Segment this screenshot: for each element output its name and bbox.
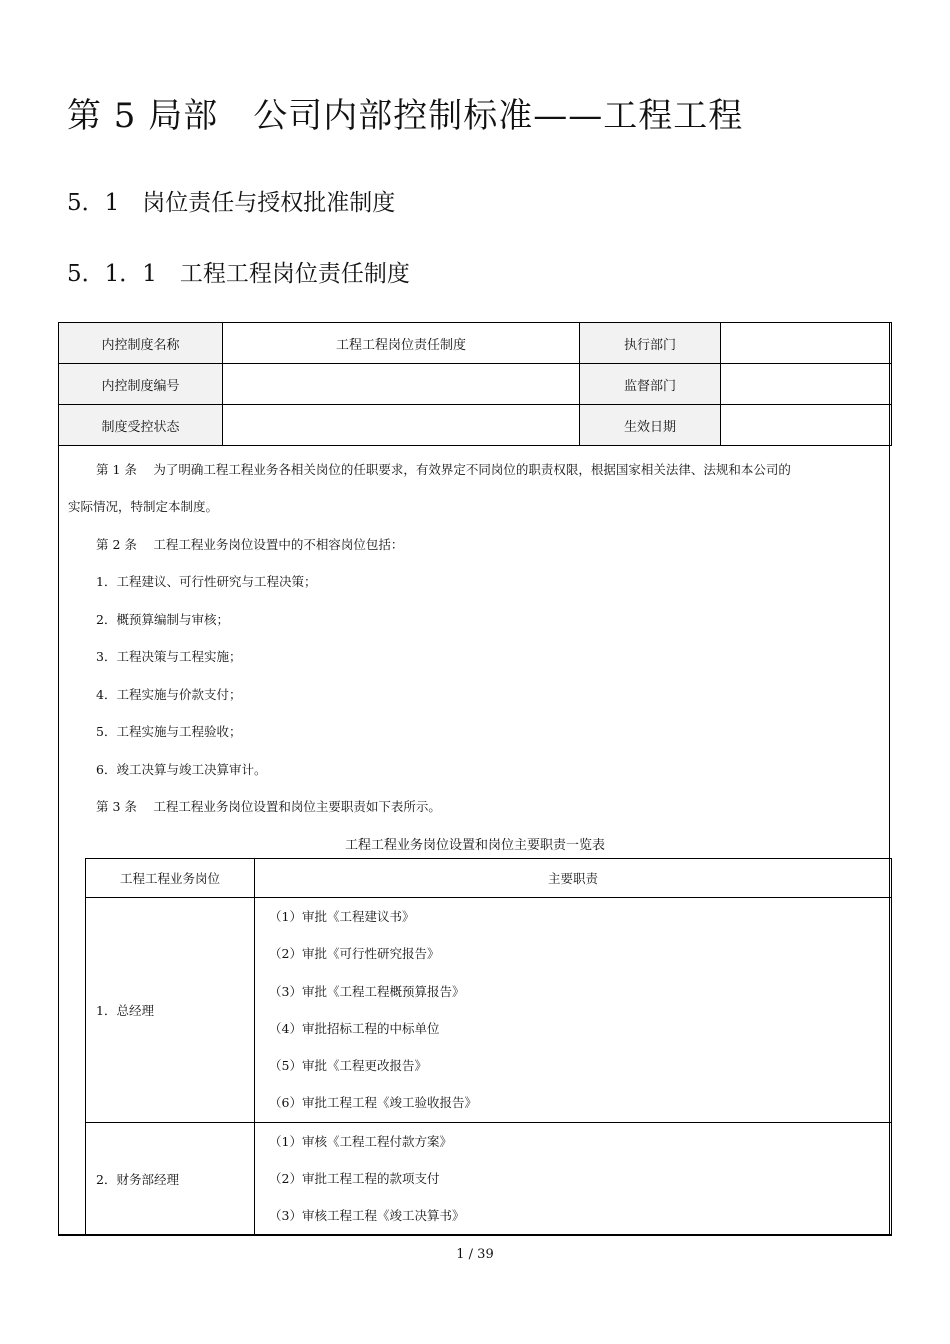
duty-item: （6）审批工程工程《竣工验收报告》 [269, 1095, 477, 1111]
list-item: 3．工程决策与工程实施； [96, 649, 242, 664]
page-number: 1 / 39 [456, 1247, 494, 1262]
subsection-heading: 5．1．1 工程工程岗位责任制度 [67, 261, 410, 287]
table-caption: 工程工程业务岗位设置和岗位主要职责一览表 [344, 838, 605, 853]
table-row [86, 898, 892, 1123]
duties-cell [255, 1122, 892, 1235]
duty-item: （4）审批招标工程的中标单位 [269, 1020, 440, 1036]
duty-item: （3）审核工程工程《竣工决算书》 [269, 1208, 465, 1224]
section-heading: 5．1 岗位责任与授权批准制度 [67, 190, 396, 216]
part-heading: 第 5 局部 公司内部控制标准——工程工程 [67, 96, 744, 136]
page-bottom-rule [58, 1234, 891, 1236]
meta-row [59, 323, 892, 364]
article-1-line-2: 实际情况，特制定本制度。 [68, 499, 219, 514]
article-3: 第 3 条 工程工程业务岗位设置和岗位主要职责如下表所示。 [96, 799, 441, 814]
meta-row [59, 405, 892, 446]
list-item: 1．工程建议、可行性研究与工程决策； [96, 574, 317, 589]
meta-label: 内控制度编号 [59, 364, 223, 405]
position-cell: 2．财务部经理 [86, 1122, 255, 1235]
duty-item: （2）审批工程工程的款项支付 [269, 1171, 440, 1187]
column-header: 工程工程业务岗位 [86, 859, 255, 898]
meta-value [223, 405, 580, 446]
article-1-line-1: 第 1 条 为了明确工程工程业务各相关岗位的任职要求，有效界定不同岗位的职责权限，根据国家相关法律、法规和本公司的 [96, 462, 791, 477]
meta-value [223, 364, 580, 405]
meta-label: 监督部门 [580, 364, 721, 405]
list-item: 6．竣工决算与竣工决算审计。 [96, 762, 267, 777]
list-item: 5．工程实施与工程验收； [96, 724, 242, 739]
duty-table [85, 858, 892, 1236]
duty-item: （1）审核《工程工程付款方案》 [269, 1133, 452, 1149]
list-item: 4．工程实施与价款支付； [96, 687, 242, 702]
meta-value [721, 364, 892, 405]
duty-item: （3）审批《工程工程概预算报告》 [269, 983, 465, 999]
duties-cell [255, 898, 892, 1123]
duty-item: （5）审批《工程更改报告》 [269, 1058, 427, 1074]
meta-label: 执行部门 [580, 323, 721, 364]
list-item: 2．概预算编制与审核； [96, 612, 229, 627]
meta-label: 内控制度名称 [59, 323, 223, 364]
column-header: 主要职责 [255, 859, 892, 898]
meta-row [59, 364, 892, 405]
position-cell: 1．总经理 [86, 898, 255, 1123]
meta-table [58, 322, 892, 446]
meta-value [721, 323, 892, 364]
duty-item: （2）审批《可行性研究报告》 [269, 946, 440, 962]
article-2: 第 2 条 工程工程业务岗位设置中的不相容岗位包括： [96, 537, 404, 552]
meta-value [721, 405, 892, 446]
meta-value: 工程工程岗位责任制度 [223, 323, 580, 364]
table-row [86, 1122, 892, 1235]
meta-label: 生效日期 [580, 405, 721, 446]
duty-header-row [86, 859, 892, 898]
meta-label: 制度受控状态 [59, 405, 223, 446]
duty-item: （1）审批《工程建议书》 [269, 909, 415, 924]
